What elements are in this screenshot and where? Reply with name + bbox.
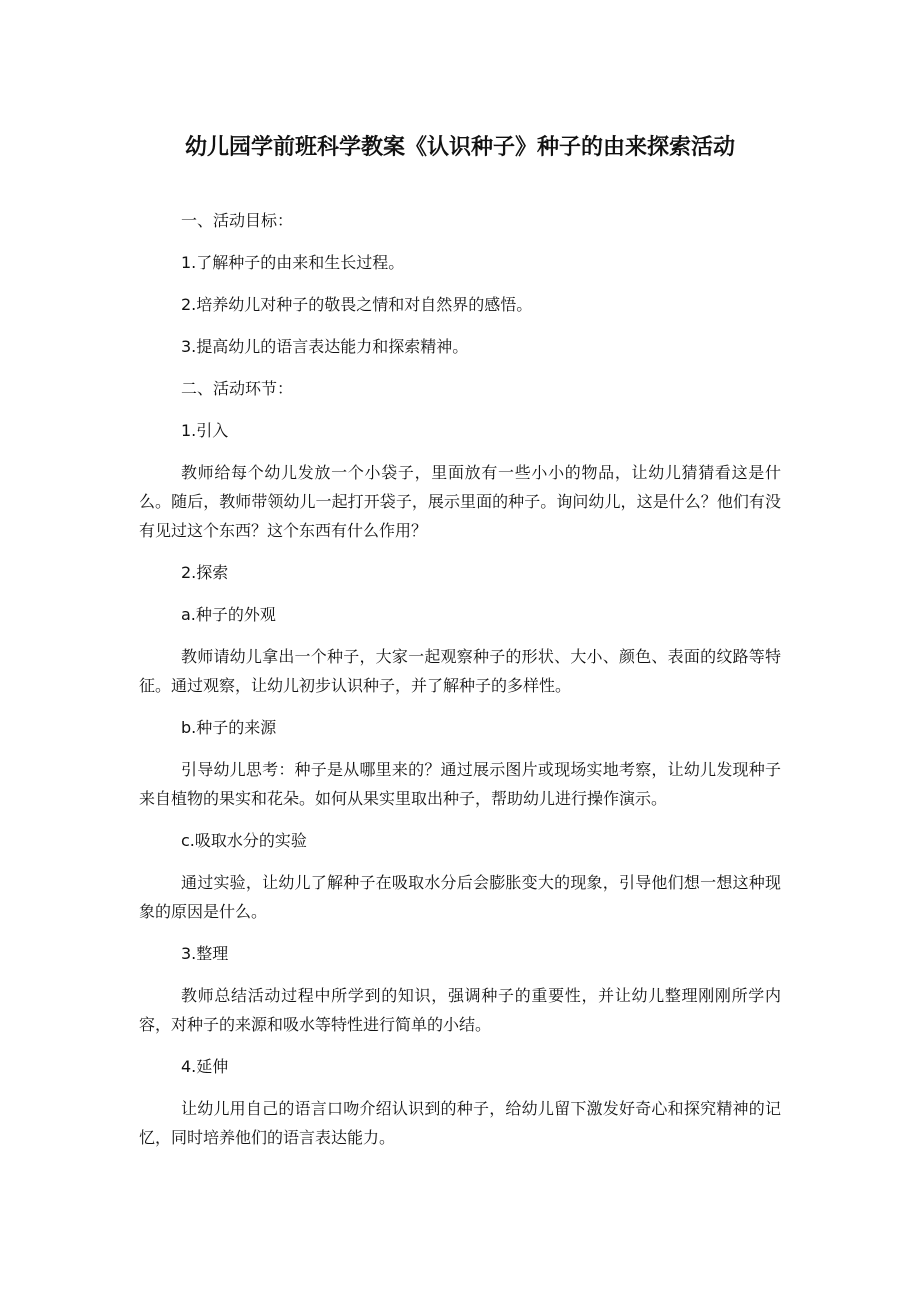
paragraph-appearance: 教师请幼儿拿出一个种子，大家一起观察种子的形状、大小、颜色、表面的纹路等特征。通过观察，让幼儿初步认识种子，并了解种子的多样性。 xyxy=(139,647,781,695)
subheading-water-experiment: c.吸取水分的实验 xyxy=(181,831,307,850)
paragraph-organize: 教师总结活动过程中所学到的知识，强调种子的重要性，并让幼儿整理刚刚所学内容，对种子的来源和吸水等特性进行简单的小结。 xyxy=(139,986,781,1034)
paragraph-water-experiment: 通过实验，让幼儿了解种子在吸取水分后会膨胀变大的现象，引导他们想一想这种现象的原因是什么。 xyxy=(139,873,781,921)
document-body xyxy=(139,206,781,1165)
page-title: 幼儿园学前班科学教案《认识种子》种子的由来探索活动 xyxy=(184,135,735,160)
paragraph-extend: 让幼儿用自己的语言口吻介绍认识到的种子，给幼儿留下激发好奇心和探究精神的记忆，同时培养他们的语言表达能力。 xyxy=(139,1099,781,1147)
step-heading-organize: 3.整理 xyxy=(181,944,229,963)
section-heading-goals: 一、活动目标： xyxy=(181,211,294,230)
section-heading-steps: 二、活动环节： xyxy=(181,379,294,398)
goal-item-3: 3.提高幼儿的语言表达能力和探索精神。 xyxy=(181,337,469,356)
goal-item-1: 1.了解种子的由来和生长过程。 xyxy=(181,253,405,272)
subheading-appearance: a.种子的外观 xyxy=(181,605,276,624)
goal-item-2: 2.培养幼儿对种子的敬畏之情和对自然界的感悟。 xyxy=(181,295,533,314)
step-paragraph-intro: 教师给每个幼儿发放一个小袋子，里面放有一些小小的物品，让幼儿猜猜看这是什么。随后，教师带领幼儿一起打开袋子，展示里面的种子。询问幼儿，这是什么？他们有没有见过这个东西？这个东西有什么作用？ xyxy=(139,463,781,540)
subheading-source: b.种子的来源 xyxy=(181,718,277,737)
step-heading-explore: 2.探索 xyxy=(181,563,229,582)
step-heading-extend: 4.延伸 xyxy=(181,1057,229,1076)
step-heading-intro: 1.引入 xyxy=(181,421,229,440)
paragraph-source: 引导幼儿思考：种子是从哪里来的？通过展示图片或现场实地考察，让幼儿发现种子来自植物的果实和花朵。如何从果实里取出种子，帮助幼儿进行操作演示。 xyxy=(139,760,781,808)
